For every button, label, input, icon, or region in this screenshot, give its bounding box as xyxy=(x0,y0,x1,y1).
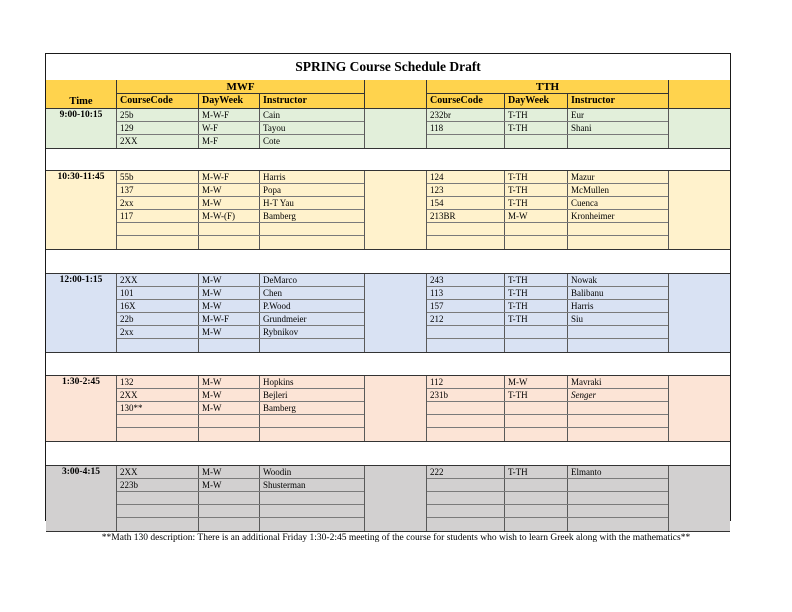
instructor-cell xyxy=(567,428,668,441)
course-code-cell xyxy=(427,479,504,491)
course-code-cell xyxy=(117,415,198,427)
day-week-cell xyxy=(504,479,567,491)
day-week-cell: M-W xyxy=(198,389,259,401)
header-gap-cell xyxy=(364,80,427,108)
day-week-cell: T-TH xyxy=(504,171,567,183)
instructor-cell: Grundmeier xyxy=(259,313,364,325)
course-code-cell: 2xx xyxy=(120,198,134,208)
table-row xyxy=(427,109,668,122)
day-week-cell xyxy=(198,223,259,235)
day-week-cell xyxy=(504,339,567,352)
schedule-table xyxy=(45,53,731,521)
day-week-cell xyxy=(504,402,567,414)
instructor-cell xyxy=(567,518,668,531)
course-code-cell xyxy=(427,223,504,235)
day-week-cell xyxy=(504,326,567,338)
course-code-cell: 243 xyxy=(430,275,444,285)
header-group-tth: TTH xyxy=(427,80,668,94)
instructor-cell xyxy=(259,492,364,504)
day-week-cell xyxy=(198,339,259,352)
course-code-cell: 55b xyxy=(120,172,134,182)
day-week-cell xyxy=(198,505,259,517)
right-rows xyxy=(427,274,668,352)
instructor-cell: Hopkins xyxy=(259,376,364,388)
day-week-cell xyxy=(504,135,567,148)
course-code-cell xyxy=(117,505,198,517)
blocks-area xyxy=(46,108,730,532)
course-code-cell: 112 xyxy=(430,377,444,387)
day-week-cell: M-F xyxy=(198,135,259,148)
instructor-cell: DeMarco xyxy=(259,274,364,286)
day-week-cell: M-W xyxy=(504,376,567,388)
course-code-cell: 113 xyxy=(430,288,444,298)
day-week-cell xyxy=(198,236,259,249)
course-code-cell: 130** xyxy=(120,403,143,413)
course-code-cell: 213BR xyxy=(430,211,456,221)
table-row xyxy=(427,313,668,326)
day-week-cell: M-W-F xyxy=(198,171,259,183)
instructor-cell: Nowak xyxy=(567,274,668,286)
table-row xyxy=(427,236,668,249)
left-rows xyxy=(117,466,364,531)
instructor-cell: Mazur xyxy=(567,171,668,183)
course-code-cell xyxy=(427,402,504,414)
block-time-label: 9:00-10:15 xyxy=(46,109,117,148)
day-week-cell: T-TH xyxy=(504,122,567,134)
instructor-cell xyxy=(567,479,668,491)
day-week-cell: M-W xyxy=(198,326,259,338)
course-code-cell: 25b xyxy=(120,110,134,120)
table-row xyxy=(117,135,364,148)
table-row xyxy=(117,109,364,122)
instructor-cell: Bejleri xyxy=(259,389,364,401)
time-block xyxy=(46,108,730,149)
day-week-cell: M-W xyxy=(198,466,259,478)
day-week-cell: T-TH xyxy=(504,466,567,478)
course-code-cell: 124 xyxy=(430,172,444,182)
day-week-cell xyxy=(198,415,259,427)
header-time: Time xyxy=(46,80,117,108)
page-title: SPRING Course Schedule Draft xyxy=(295,59,481,74)
table-row xyxy=(117,122,364,135)
spacer-row xyxy=(46,250,730,273)
instructor-cell: Cain xyxy=(259,109,364,121)
instructor-cell: Kronheimer xyxy=(567,210,668,222)
course-code-cell xyxy=(427,135,504,148)
instructor-cell: Tayou xyxy=(259,122,364,134)
day-week-cell xyxy=(198,428,259,441)
right-rows xyxy=(427,376,668,441)
spacer-row xyxy=(46,353,730,375)
table-row xyxy=(117,518,364,531)
block-end-cell xyxy=(668,376,730,441)
table-row xyxy=(117,184,364,197)
instructor-cell: Eur xyxy=(567,109,668,121)
table-row xyxy=(117,505,364,518)
day-week-cell: M-W xyxy=(198,376,259,388)
day-week-cell xyxy=(198,518,259,531)
instructor-cell xyxy=(567,135,668,148)
course-code-cell: 16X xyxy=(120,301,136,311)
table-row xyxy=(427,197,668,210)
day-week-cell: M-W xyxy=(198,479,259,491)
course-code-cell: 101 xyxy=(120,288,134,298)
table-row xyxy=(117,223,364,236)
day-week-cell: M-W xyxy=(198,300,259,312)
day-week-cell xyxy=(504,428,567,441)
instructor-cell: Mavraki xyxy=(567,376,668,388)
header-end-cell xyxy=(668,80,730,108)
course-code-cell xyxy=(117,428,198,441)
table-row xyxy=(117,274,364,287)
course-code-cell: 212 xyxy=(430,314,444,324)
block-end-cell xyxy=(668,171,730,249)
instructor-cell xyxy=(259,223,364,235)
right-rows xyxy=(427,109,668,148)
table-row xyxy=(427,402,668,415)
left-rows xyxy=(117,171,364,249)
instructor-cell xyxy=(259,415,364,427)
course-code-cell xyxy=(427,492,504,504)
course-code-cell: 2XX xyxy=(120,467,138,477)
table-row xyxy=(427,122,668,135)
instructor-cell: Harris xyxy=(567,300,668,312)
table-row xyxy=(427,518,668,531)
header-band xyxy=(46,80,730,108)
day-week-cell: T-TH xyxy=(504,197,567,209)
table-row xyxy=(117,479,364,492)
instructor-cell: Rybnikov xyxy=(259,326,364,338)
table-row xyxy=(427,428,668,441)
course-code-cell: 117 xyxy=(120,211,134,221)
day-week-cell: M-W-F xyxy=(198,313,259,325)
instructor-cell: Bamberg xyxy=(259,210,364,222)
course-code-cell xyxy=(427,505,504,517)
header-col-instructor-right: Instructor xyxy=(567,94,668,108)
block-gap-cell xyxy=(364,466,427,531)
instructor-cell: Popa xyxy=(259,184,364,196)
block-time-label: 10:30-11:45 xyxy=(46,171,117,249)
block-end-cell xyxy=(668,109,730,148)
table-row xyxy=(117,402,364,415)
instructor-cell xyxy=(567,402,668,414)
course-code-cell xyxy=(427,339,504,352)
day-week-cell: M-W xyxy=(198,197,259,209)
table-row xyxy=(117,197,364,210)
course-code-cell xyxy=(427,428,504,441)
left-rows xyxy=(117,376,364,441)
spacer-row xyxy=(46,149,730,170)
table-row xyxy=(117,210,364,223)
header-col-dayweek-right: DayWeek xyxy=(504,94,567,108)
course-code-cell xyxy=(427,236,504,249)
course-code-cell xyxy=(117,236,198,249)
block-gap-cell xyxy=(364,109,427,148)
table-row xyxy=(117,300,364,313)
instructor-cell: Shusterman xyxy=(259,479,364,491)
table-row xyxy=(117,415,364,428)
instructor-cell: P.Wood xyxy=(259,300,364,312)
day-week-cell: M-W-F xyxy=(198,109,259,121)
course-code-cell: 2xx xyxy=(120,327,134,337)
instructor-cell xyxy=(567,415,668,427)
table-row xyxy=(117,389,364,402)
day-week-cell: T-TH xyxy=(504,274,567,286)
day-week-cell xyxy=(504,518,567,531)
table-row xyxy=(117,326,364,339)
course-code-cell: 123 xyxy=(430,185,444,195)
table-row xyxy=(427,376,668,389)
course-code-cell: 154 xyxy=(430,198,444,208)
day-week-cell: T-TH xyxy=(504,389,567,401)
course-code-cell: 223b xyxy=(120,480,138,490)
header-group-mwf: MWF xyxy=(117,80,364,94)
instructor-cell: Cote xyxy=(259,135,364,148)
table-row xyxy=(427,326,668,339)
table-row xyxy=(427,415,668,428)
instructor-cell: McMullen xyxy=(567,184,668,196)
course-code-cell: 132 xyxy=(120,377,134,387)
day-week-cell: W-F xyxy=(198,122,259,134)
instructor-cell xyxy=(259,339,364,352)
footer-note: **Math 130 description: There is an additional Friday 1:30-2:45 meeting of the course for students who wish to learn Greek along with the mathematics** xyxy=(101,533,691,543)
course-code-cell: 2XX xyxy=(120,390,138,400)
course-code-cell xyxy=(117,492,198,504)
table-row xyxy=(427,339,668,352)
instructor-cell: H-T Yau xyxy=(259,197,364,209)
table-row xyxy=(117,428,364,441)
table-row xyxy=(427,274,668,287)
table-row xyxy=(427,287,668,300)
table-row xyxy=(427,223,668,236)
instructor-cell xyxy=(259,428,364,441)
course-code-cell xyxy=(427,518,504,531)
table-row xyxy=(117,287,364,300)
table-row xyxy=(117,236,364,249)
instructor-cell xyxy=(259,236,364,249)
instructor-cell: Bamberg xyxy=(259,402,364,414)
block-end-cell xyxy=(668,466,730,531)
day-week-cell xyxy=(504,505,567,517)
block-time-label: 1:30-2:45 xyxy=(46,376,117,441)
time-block xyxy=(46,465,730,532)
instructor-cell: Shani xyxy=(567,122,668,134)
block-time-label: 12:00-1:15 xyxy=(46,274,117,352)
table-row xyxy=(117,339,364,352)
day-week-cell: T-TH xyxy=(504,287,567,299)
day-week-cell: M-W xyxy=(198,184,259,196)
instructor-cell: Senger xyxy=(567,389,668,401)
instructor-cell xyxy=(567,339,668,352)
table-row xyxy=(427,171,668,184)
course-code-cell: 22b xyxy=(120,314,134,324)
instructor-cell: Elmanto xyxy=(567,466,668,478)
block-gap-cell xyxy=(364,376,427,441)
table-row xyxy=(117,171,364,184)
instructor-cell xyxy=(567,492,668,504)
time-block xyxy=(46,170,730,250)
table-row xyxy=(427,479,668,492)
table-row xyxy=(117,466,364,479)
table-row xyxy=(117,492,364,505)
course-code-cell: 157 xyxy=(430,301,444,311)
course-code-cell: 222 xyxy=(430,467,444,477)
instructor-cell xyxy=(567,505,668,517)
course-code-cell xyxy=(427,326,504,338)
day-week-cell: M-W-(F) xyxy=(198,210,259,222)
day-week-cell: T-TH xyxy=(504,184,567,196)
day-week-cell: T-TH xyxy=(504,313,567,325)
course-code-cell xyxy=(427,415,504,427)
instructor-cell xyxy=(567,236,668,249)
block-time-label: 3:00-4:15 xyxy=(46,466,117,531)
table-row xyxy=(117,313,364,326)
course-code-cell: 137 xyxy=(120,185,134,195)
table-row xyxy=(427,210,668,223)
day-week-cell: T-TH xyxy=(504,300,567,312)
instructor-cell: Harris xyxy=(259,171,364,183)
right-rows xyxy=(427,466,668,531)
day-week-cell xyxy=(198,492,259,504)
instructor-cell: Balibanu xyxy=(567,287,668,299)
table-row xyxy=(427,184,668,197)
course-code-cell: 129 xyxy=(120,123,134,133)
header-col-coursecode-right: CourseCode xyxy=(430,95,483,106)
instructor-cell: Chen xyxy=(259,287,364,299)
course-code-cell xyxy=(117,339,198,352)
right-rows xyxy=(427,171,668,249)
instructor-cell xyxy=(259,518,364,531)
day-week-cell xyxy=(504,236,567,249)
course-code-cell: 118 xyxy=(430,123,444,133)
time-block xyxy=(46,375,730,442)
day-week-cell xyxy=(504,415,567,427)
block-end-cell xyxy=(668,274,730,352)
header-col-coursecode-left: CourseCode xyxy=(120,95,173,106)
table-row xyxy=(427,135,668,148)
day-week-cell: M-W xyxy=(198,402,259,414)
course-code-cell xyxy=(117,518,198,531)
course-code-cell: 231b xyxy=(430,390,448,400)
spacer-row xyxy=(46,442,730,465)
left-rows xyxy=(117,109,364,148)
day-week-cell xyxy=(504,492,567,504)
instructor-cell xyxy=(567,326,668,338)
header-col-instructor-left: Instructor xyxy=(259,94,364,108)
header-col-dayweek-left: DayWeek xyxy=(198,94,259,108)
course-code-cell: 232br xyxy=(430,110,451,120)
table-row xyxy=(427,505,668,518)
day-week-cell: M-W xyxy=(504,210,567,222)
instructor-cell: Cuenca xyxy=(567,197,668,209)
day-week-cell: T-TH xyxy=(504,109,567,121)
course-code-cell: 2XX xyxy=(120,275,138,285)
table-row xyxy=(117,376,364,389)
block-gap-cell xyxy=(364,274,427,352)
left-rows xyxy=(117,274,364,352)
block-gap-cell xyxy=(364,171,427,249)
instructor-cell xyxy=(259,505,364,517)
table-row xyxy=(427,466,668,479)
table-row xyxy=(427,389,668,402)
instructor-cell xyxy=(567,223,668,235)
course-code-cell xyxy=(117,223,198,235)
table-row xyxy=(427,300,668,313)
instructor-cell: Siu xyxy=(567,313,668,325)
course-code-cell: 2XX xyxy=(120,136,138,146)
day-week-cell xyxy=(504,223,567,235)
time-block xyxy=(46,273,730,353)
table-row xyxy=(427,492,668,505)
instructor-cell: Woodin xyxy=(259,466,364,478)
day-week-cell: M-W xyxy=(198,274,259,286)
day-week-cell: M-W xyxy=(198,287,259,299)
